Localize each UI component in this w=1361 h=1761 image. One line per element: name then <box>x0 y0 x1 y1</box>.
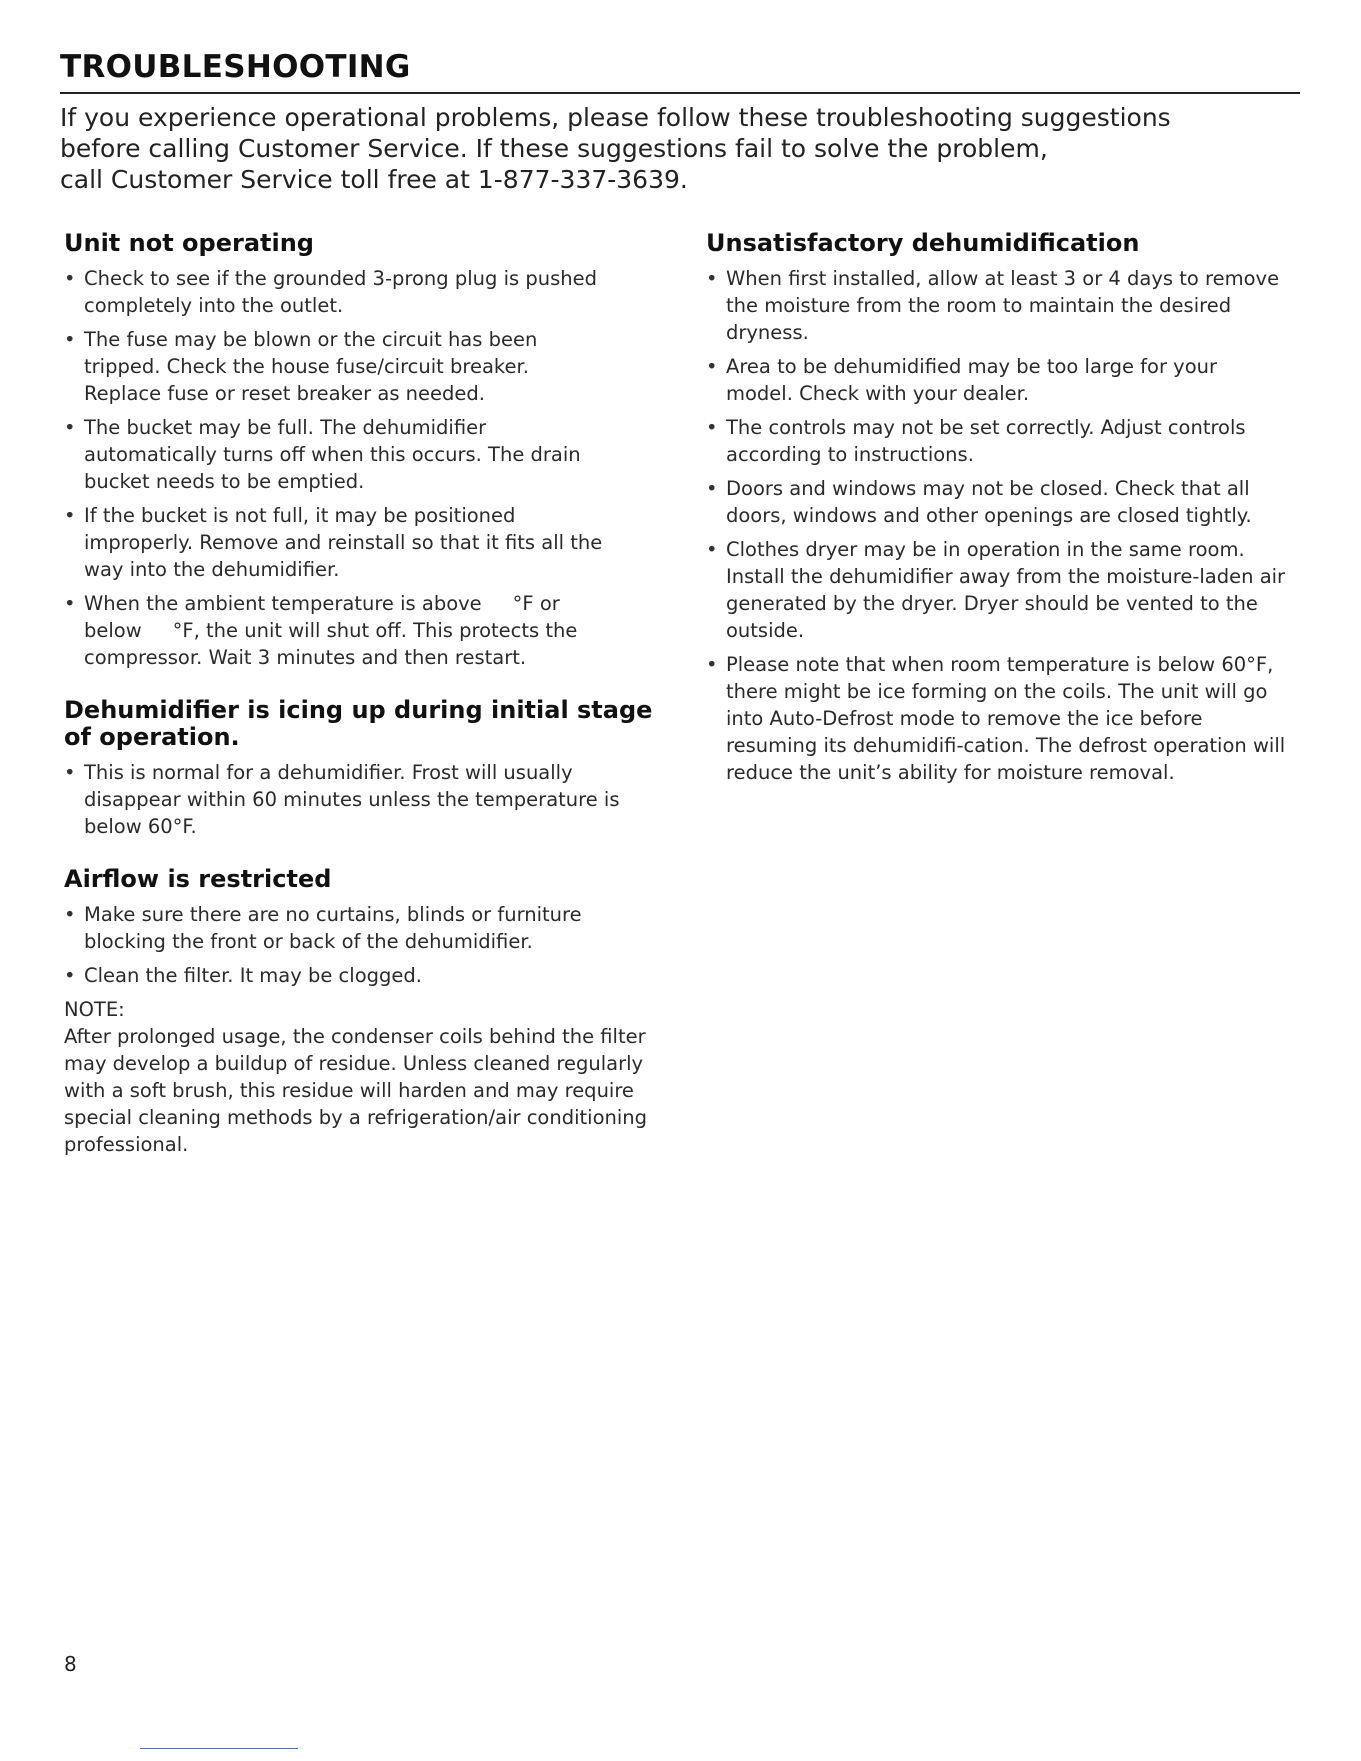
title-divider <box>60 92 1300 94</box>
list-item: • Area to be dehumidified may be too large for your model. Check with your dealer. <box>706 353 1286 407</box>
section-heading: Dehumidifier is icing up during initial stage of operation. <box>64 696 653 751</box>
section-heading: Unsatisfactory dehumidification <box>706 229 1140 257</box>
list-item: • When the ambient temperature is above °F or below °F, the unit will shut off. This protects the compressor. Wait 3 minutes and then restart. <box>64 590 604 671</box>
page-number: 8 <box>64 1652 77 1676</box>
page-title: TROUBLESHOOTING <box>60 49 411 85</box>
left-column <box>64 230 674 1158</box>
list-item: • Make sure there are no curtains, blinds or furniture blocking the front or back of the dehumidifier. <box>64 901 624 955</box>
list-item: • When first installed, allow at least 3 or 4 days to remove the moisture from the room to maintain the desired dryness. <box>706 265 1286 346</box>
list-item: • Check to see if the grounded 3-prong plug is pushed completely into the outlet. <box>64 265 604 319</box>
list-item: • Please note that when room temperature is below 60°F, there might be ice forming on the coils. The unit will go into Auto-Defrost mode to remove the ice before resuming its dehumidifi-cation. The defrost operation will reduce the unit’s ability for moisture removal. <box>706 651 1286 786</box>
list-item: • Doors and windows may not be closed. Check that all doors, windows and other openings are closed tightly. <box>706 475 1286 529</box>
section-unsatisfactory-dehumidification <box>706 230 1286 786</box>
section-airflow <box>64 866 664 1158</box>
list-item: • Clean the filter. It may be clogged. <box>64 962 624 989</box>
intro-paragraph <box>60 102 1320 195</box>
list-item: • The controls may not be set correctly. Adjust controls according to instructions. <box>706 414 1286 468</box>
section-unit-not-operating <box>64 230 604 671</box>
section-heading: Airflow is restricted <box>64 865 332 893</box>
right-column <box>706 230 1286 793</box>
intro-line: before calling Customer Service. If these suggestions fail to solve the problem, <box>60 134 1048 163</box>
list-item: • The bucket may be full. The dehumidifier automatically turns off when this occurs. The drain bucket needs to be emptied. <box>64 414 604 495</box>
intro-line: call Customer Service toll free at 1-877-337-3639. <box>60 165 688 194</box>
list-item: • This is normal for a dehumidifier. Frost will usually disappear within 60 minutes unless the temperature is below 60°F. <box>64 759 644 840</box>
note-text: After prolonged usage, the condenser coils behind the filter may develop a buildup of residue. Unless cleaned regularly with a soft brush, this residue will harden and may require special cleaning methods by a refrigeration/air conditioning professional. <box>64 1025 648 1156</box>
list-item: • If the bucket is not full, it may be positioned improperly. Remove and reinstall so that it fits all the way into the dehumidifier. <box>64 502 604 583</box>
bullet-list <box>64 759 644 840</box>
list-item: • Clothes dryer may be in operation in the same room. Install the dehumidifier away from the moisture-laden air generated by the dryer. Dryer should be vented to the outside. <box>706 536 1286 644</box>
bullet-list <box>64 901 624 989</box>
section-icing <box>64 697 654 840</box>
bullet-list <box>64 265 604 671</box>
bullet-list <box>706 265 1286 786</box>
intro-line: If you experience operational problems, please follow these troubleshooting suggestions <box>60 103 1171 132</box>
footer-divider <box>140 1748 298 1749</box>
note-label: NOTE: <box>64 998 125 1021</box>
list-item: • The fuse may be blown or the circuit has been tripped. Check the house fuse/circuit breaker. Replace fuse or reset breaker as needed. <box>64 326 604 407</box>
section-heading: Unit not operating <box>64 229 314 257</box>
